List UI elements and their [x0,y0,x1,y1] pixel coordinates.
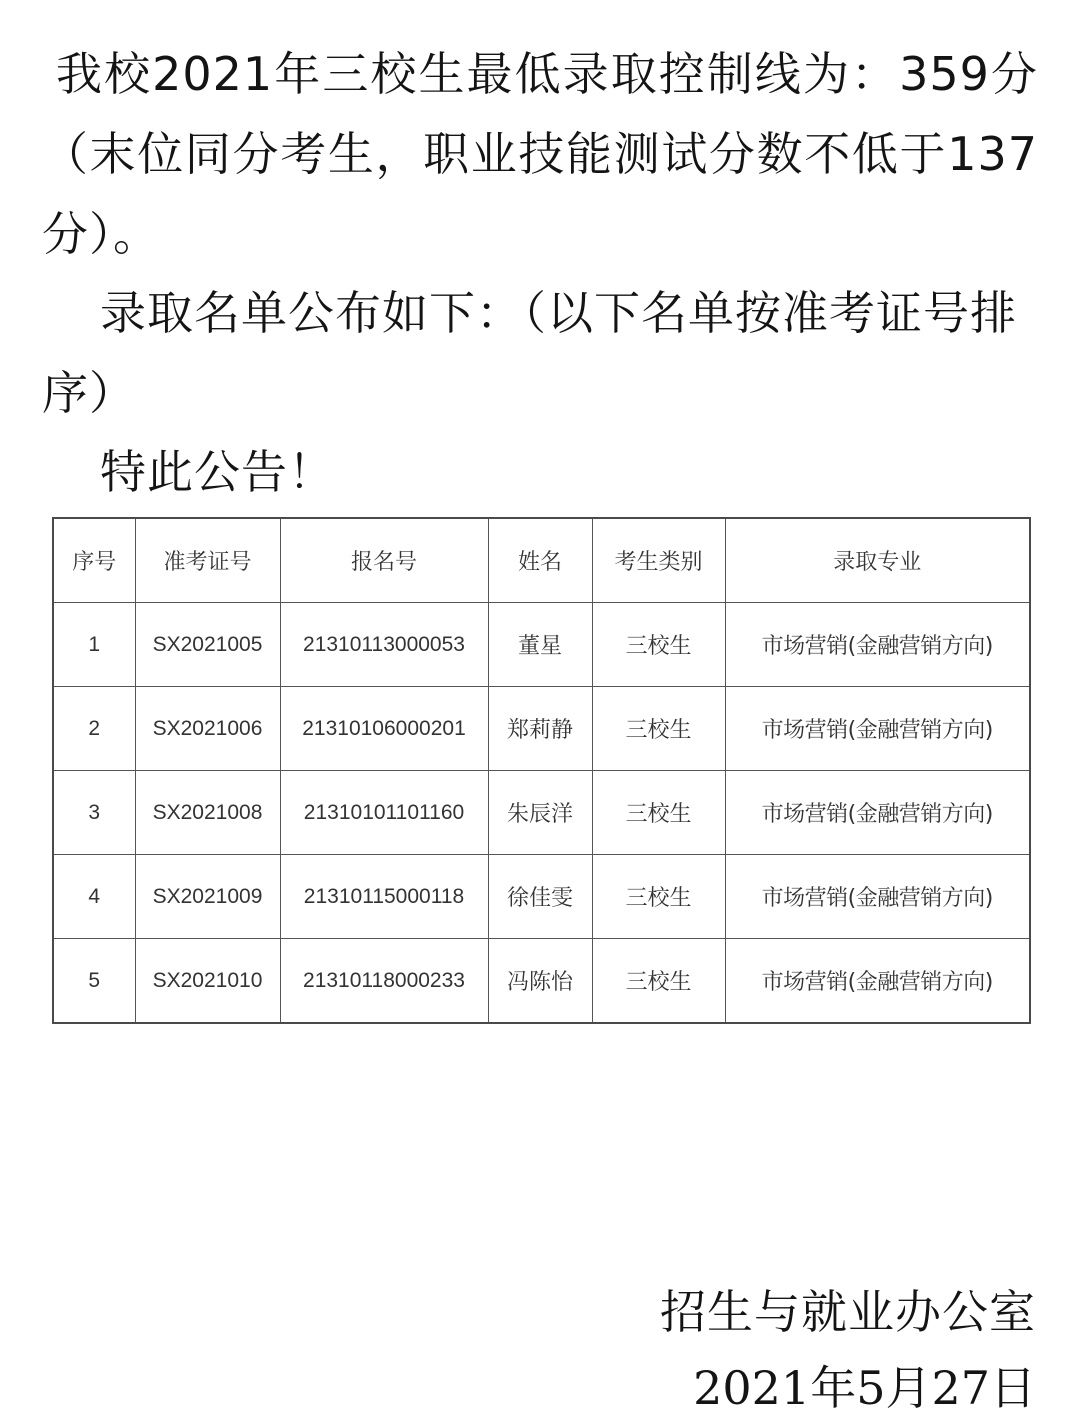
cell-registration-number: 21310106000201 [280,687,488,771]
header-exam-number: 准考证号 [135,518,280,603]
admission-list-table [52,517,1031,1024]
table-row [53,687,1030,771]
cell-name: 朱辰洋 [488,771,592,855]
cell-name: 冯陈怡 [488,939,592,1024]
cell-exam-number: SX2021008 [135,771,280,855]
table-header-row [53,518,1030,603]
cell-major: 市场营销(金融营销方向) [725,771,1030,855]
cell-exam-number: SX2021009 [135,855,280,939]
cell-registration-number: 21310118000233 [280,939,488,1024]
cell-name: 徐佳雯 [488,855,592,939]
issue-date: 2021年5月27日 [693,1361,1036,1415]
issuing-office: 招生与就业办公室 [660,1285,1036,1339]
cell-index: 4 [53,855,135,939]
cell-exam-number: SX2021006 [135,687,280,771]
notice-paragraph-cutoff: 我校2021年三校生最低录取控制线为：359分（末位同分考生，职业技能测试分数不低于137分）。 [42,47,1038,261]
cell-exam-number: SX2021005 [135,603,280,687]
cell-exam-number: SX2021010 [135,939,280,1024]
cell-category: 三校生 [592,603,725,687]
cell-major: 市场营销(金融营销方向) [725,855,1030,939]
notice-paragraph-closing: 特此公告！ [100,445,335,499]
header-index: 序号 [53,518,135,603]
table-row [53,939,1030,1024]
header-category: 考生类别 [592,518,725,603]
cell-category: 三校生 [592,771,725,855]
table-row [53,855,1030,939]
header-major: 录取专业 [725,518,1030,603]
cell-index: 1 [53,603,135,687]
cell-registration-number: 21310101101160 [280,771,488,855]
header-registration-number: 报名号 [280,518,488,603]
cell-category: 三校生 [592,855,725,939]
header-name: 姓名 [488,518,592,603]
table-row [53,603,1030,687]
cell-major: 市场营销(金融营销方向) [725,939,1030,1024]
cell-major: 市场营销(金融营销方向) [725,687,1030,771]
cell-category: 三校生 [592,687,725,771]
table-row [53,771,1030,855]
cell-category: 三校生 [592,939,725,1024]
cell-index: 2 [53,687,135,771]
cell-name: 郑莉静 [488,687,592,771]
notice-paragraph-list-intro: 录取名单公布如下：（以下名单按准考证号排序） [42,286,1017,420]
cell-registration-number: 21310115000118 [280,855,488,939]
cell-major: 市场营销(金融营销方向) [725,603,1030,687]
cell-index: 3 [53,771,135,855]
cell-index: 5 [53,939,135,1024]
cell-registration-number: 21310113000053 [280,603,488,687]
cell-name: 董星 [488,603,592,687]
